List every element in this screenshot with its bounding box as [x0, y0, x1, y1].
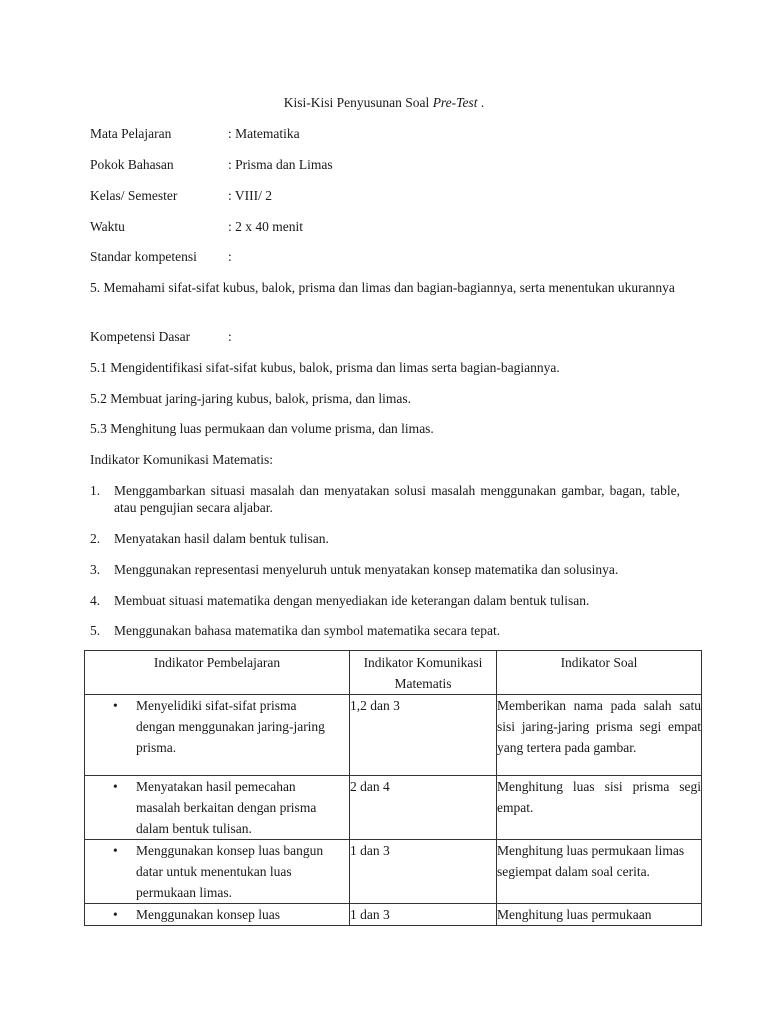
- kompetensi-dasar-row: [90, 328, 232, 346]
- table-row: [85, 776, 702, 840]
- meta-label: Standar kompetensi: [90, 249, 197, 264]
- cell-pembelajaran: [85, 840, 350, 904]
- indikator-text: Menggambarkan situasi masalah dan menyatakan solusi masalah menggunakan gambar, bagan, table, atau pengujian secara aljabar.: [114, 483, 680, 515]
- meta-value: : Prisma dan Limas: [228, 157, 333, 172]
- pembelajaran-text: Menyatakan hasil pemecahan masalah berkaitan dengan prisma dalam bentuk tulisan.: [136, 779, 317, 836]
- table-header-row: [85, 651, 702, 695]
- indikator-number: 1.: [90, 483, 101, 498]
- meta-row-pokok-bahasan: [90, 156, 333, 174]
- indikator-text: Menyatakan hasil dalam bentuk tulisan.: [114, 531, 329, 546]
- meta-label: Pokok Bahasan: [90, 157, 174, 172]
- indikator-item: [90, 592, 680, 609]
- bullet: •: [113, 907, 118, 922]
- cell-komunikasi: 2 dan 4: [350, 776, 497, 840]
- pembelajaran-text: Menyelidiki sifat-sifat prisma dengan menggunakan jaring-jaring prisma.: [136, 698, 325, 755]
- cell-soal: Memberikan nama pada salah satu sisi jaring-jaring prisma segi empat yang tertera pada gambar.: [497, 695, 702, 776]
- cell-pembelajaran: [85, 695, 350, 776]
- meta-label: Mata Pelajaran: [90, 126, 172, 141]
- kd-item: 5.1 Mengidentifikasi sifat-sifat kubus, balok, prisma dan limas serta bagian-bagiannya.: [90, 360, 560, 375]
- kompetensi-dasar-value: :: [228, 329, 232, 344]
- standar-kompetensi-text: 5. Memahami sifat-sifat kubus, balok, prisma dan limas dan bagian-bagiannya, serta menentukan ukurannya: [90, 280, 675, 295]
- header-indikator-komunikasi: Indikator Komunikasi Matematis: [350, 651, 497, 695]
- pembelajaran-text: Menggunakan konsep luas bangun datar untuk menentukan luas permukaan limas.: [136, 843, 324, 900]
- kisi-kisi-table: [84, 650, 702, 926]
- table-row: [85, 904, 702, 926]
- document-title: [0, 94, 768, 112]
- bullet: •: [113, 698, 118, 713]
- cell-soal: Menghitung luas sisi prisma segi empat.: [497, 776, 702, 840]
- bullet: •: [113, 843, 118, 858]
- meta-row-kelas-semester: [90, 187, 272, 205]
- indikator-number: 5.: [90, 623, 101, 638]
- indikator-text: Membuat situasi matematika dengan menyediakan ide keterangan dalam bentuk tulisan.: [114, 593, 590, 608]
- cell-pembelajaran: [85, 904, 350, 926]
- indikator-number: 2.: [90, 531, 101, 546]
- meta-label: Kelas/ Semester: [90, 188, 178, 203]
- bullet: •: [113, 779, 118, 794]
- header-indikator-soal: Indikator Soal: [497, 651, 702, 695]
- kompetensi-dasar-label: Kompetensi Dasar: [90, 329, 191, 344]
- header-indikator-pembelajaran: Indikator Pembelajaran: [85, 651, 350, 695]
- indikator-number: 4.: [90, 593, 101, 608]
- cell-komunikasi: 1,2 dan 3: [350, 695, 497, 776]
- cell-soal: Menghitung luas permukaan limas segiempat dalam soal cerita.: [497, 840, 702, 904]
- cell-pembelajaran: [85, 776, 350, 840]
- meta-row-mata-pelajaran: [90, 125, 300, 143]
- meta-value: : 2 x 40 menit: [228, 219, 303, 234]
- cell-komunikasi: 1 dan 3: [350, 904, 497, 926]
- title-text: Kisi-Kisi Penyusunan Soal: [283, 95, 430, 110]
- kd-item: 5.2 Membuat jaring-jaring kubus, balok, prisma, dan limas.: [90, 391, 411, 406]
- indikator-item: [90, 530, 680, 547]
- meta-value: : VIII/ 2: [228, 188, 272, 203]
- indikator-text: Menggunakan representasi menyeluruh untuk menyatakan konsep matematika dan solusinya.: [114, 562, 619, 577]
- meta-label: Waktu: [90, 219, 125, 234]
- indikator-item: [90, 561, 680, 578]
- indikator-item: [90, 482, 680, 516]
- table-row: [85, 840, 702, 904]
- cell-soal: Menghitung luas permukaan: [497, 904, 702, 926]
- indikator-text: Menggunakan bahasa matematika dan symbol matematika secara tepat.: [114, 623, 501, 638]
- indikator-item: [90, 622, 680, 639]
- title-italic: Pre-Test: [432, 95, 478, 110]
- meta-value: :: [228, 249, 232, 264]
- kd-item: 5.3 Menghitung luas permukaan dan volume prisma, dan limas.: [90, 421, 434, 436]
- pembelajaran-text: Menggunakan konsep luas: [136, 907, 280, 922]
- table-row: [85, 695, 702, 776]
- indikator-heading: Indikator Komunikasi Matematis:: [90, 452, 273, 467]
- meta-row-waktu: [90, 218, 303, 236]
- title-end: .: [477, 95, 485, 110]
- meta-value: : Matematika: [228, 126, 300, 141]
- cell-komunikasi: 1 dan 3: [350, 840, 497, 904]
- meta-row-standar-kompetensi: [90, 248, 232, 266]
- indikator-number: 3.: [90, 562, 101, 577]
